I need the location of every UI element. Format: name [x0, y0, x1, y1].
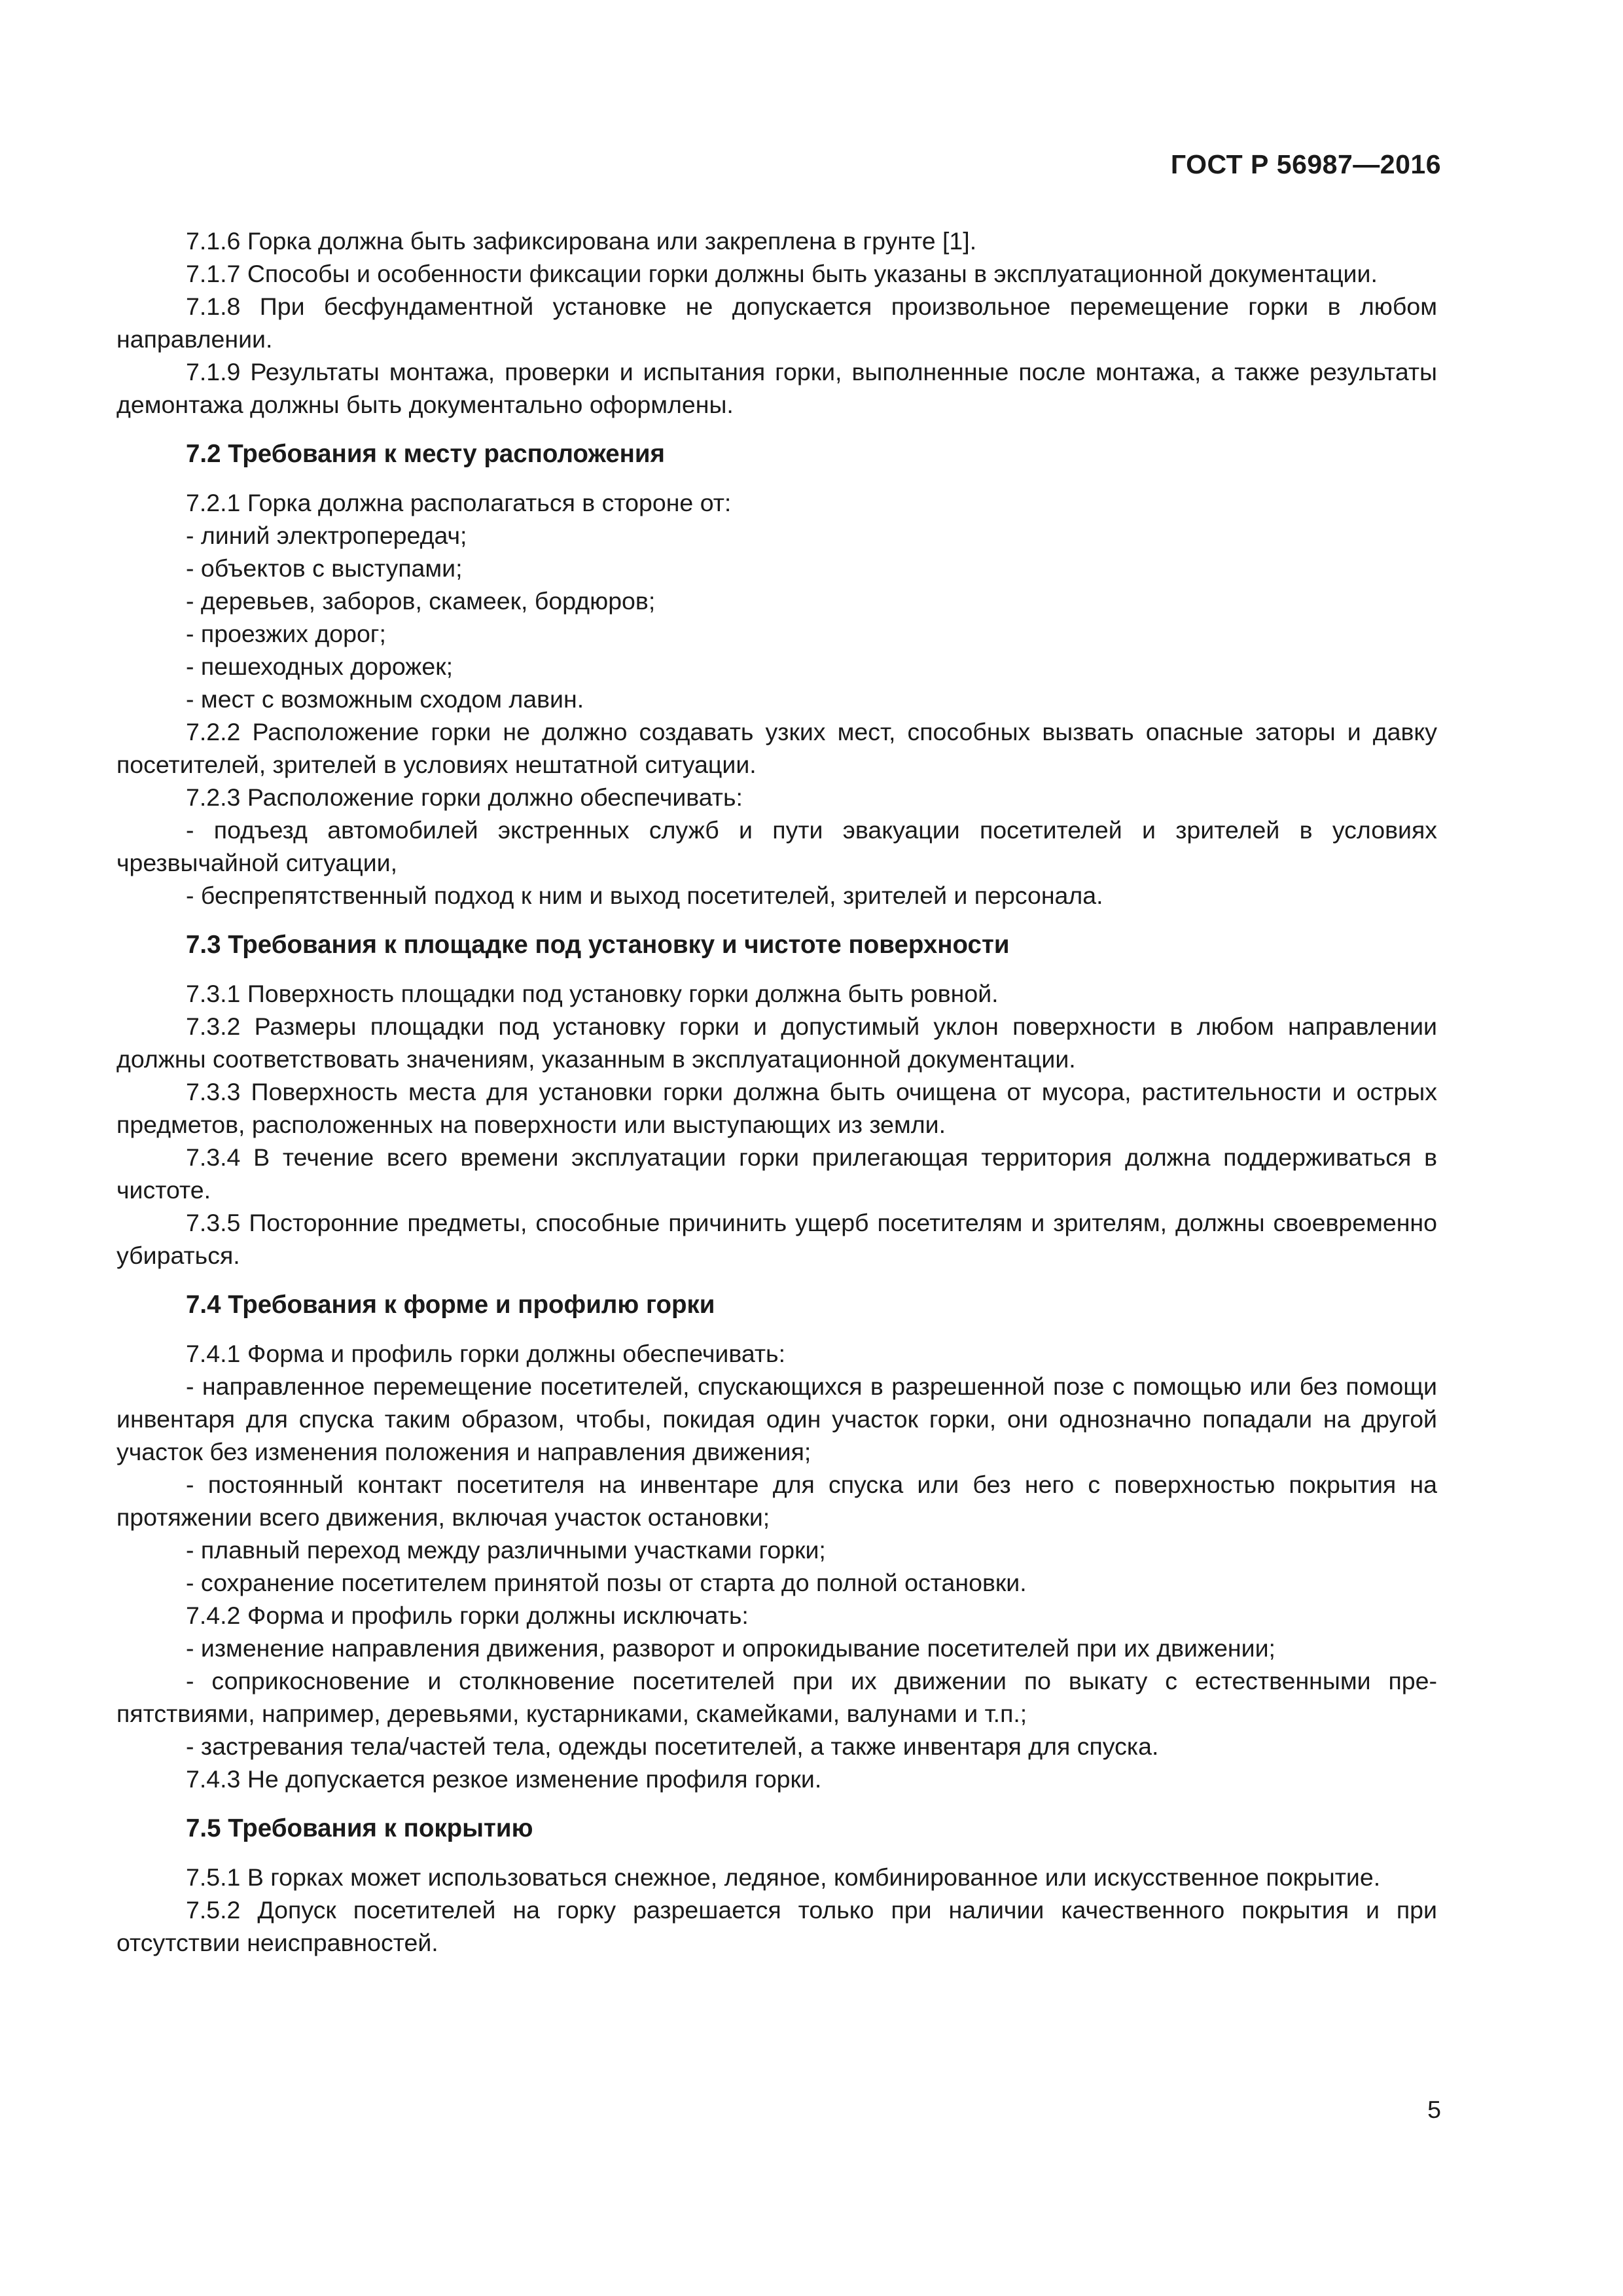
list-item: - постоянный контакт посетителя на инвентаре для спуска или без него с поверхностью покрытия на протяжении всего движения, включая участок остановки; [116, 1471, 1437, 1531]
paragraph-7-3-2: 7.3.2 Размеры площадки под установку горки и допустимый уклон поверхности в любом направлении должны соответствовать значениям, указанным в эксплуатационной документации. [116, 1013, 1437, 1073]
paragraph-7-4-3: 7.4.3 Не допускается резкое изменение профиля горки. [186, 1765, 822, 1793]
list-item: - деревьев, заборов, скамеек, бордюров; [186, 587, 656, 615]
list-item: - объектов с выступами; [186, 554, 463, 582]
list-item: - сохранение посетителем принятой позы от старта до полной остановки. [186, 1569, 1027, 1596]
paragraph-7-4-1: 7.4.1 Форма и профиль горки должны обеспечивать: [186, 1340, 786, 1367]
list-item: - линий электропередач; [186, 522, 467, 549]
paragraph-7-5-1: 7.5.1 В горках может использоваться снежное, ледяное, комбинированное или искусственное покрытие. [186, 1863, 1381, 1891]
section-heading-7-2: 7.2 Требования к месту расположения [186, 440, 666, 468]
paragraph-7-4-2: 7.4.2 Форма и профиль горки должны исключать: [186, 1602, 749, 1629]
list-item: - направленное перемещение посетителей, спускающихся в разрешенной позе с помощью или без помощи инвентаря для спуска таким образом, чтобы, покидая один участок горки, они однозначно попадали на другой участок без изменения положения и направления движения; [116, 1372, 1437, 1465]
document-header-id: ГОСТ Р 56987—2016 [1170, 149, 1441, 179]
list-item: - застревания тела/частей тела, одежды посетителей, а также инвентаря для спуска. [186, 1732, 1159, 1760]
section-heading-7-3: 7.3 Требования к площадке под установку и чистоте поверхности [186, 931, 1010, 959]
document-body [116, 224, 1437, 1959]
paragraph-7-1-7: 7.1.7 Способы и особенности фиксации горки должны быть указаны в эксплуатационной документации. [186, 260, 1378, 287]
list-item: - беспрепятственный подход к ним и выход посетителей, зрителей и персонала. [186, 882, 1103, 909]
paragraph-7-1-8: 7.1.8 При бесфундаментной установке не допускается произвольное перемещение горки в любом направлении. [116, 293, 1437, 353]
paragraph-7-2-3: 7.2.3 Расположение горки должно обеспечивать: [186, 783, 743, 811]
paragraph-7-2-1: 7.2.1 Горка должна располагаться в стороне от: [186, 489, 732, 516]
list-item: - мест с возможным сходом лавин. [186, 685, 584, 713]
page-number: 5 [1427, 2096, 1441, 2123]
list-item: - проезжих дорог; [186, 620, 386, 647]
list-item: - пешеходных дорожек; [186, 653, 454, 680]
list-item: - изменение направления движения, разворот и опрокидывание посетителей при их движении; [186, 1634, 1275, 1662]
paragraph-7-1-6: 7.1.6 Горка должна быть зафиксирована или закреплена в грунте [1]. [186, 227, 977, 255]
list-item: - подъезд автомобилей экстренных служб и пути эвакуации посетителей и зрителей в условиях чрезвычайной ситуации, [116, 816, 1437, 876]
paragraph-7-5-2: 7.5.2 Допуск посетителей на горку разрешается только при наличии качественного покрытия и при отсутствии неисправностей. [116, 1896, 1437, 1956]
paragraph-7-3-3: 7.3.3 Поверхность места для установки горки должна быть очищена от мусора, растительности и острых предметов, расположенных на поверхности или выступающих из земли. [116, 1078, 1437, 1138]
list-item: - соприкосновение и столкновение посетителей при их движении по выкату с естественными препятствиями, например, деревьями, кустарниками, скамейками, валунами и т.п.; [116, 1667, 1437, 1727]
section-heading-7-5: 7.5 Требования к покрытию [186, 1814, 533, 1842]
paragraph-7-3-5: 7.3.5 Посторонние предметы, способные причинить ущерб посетителям и зрителям, должны своевременно убираться. [116, 1209, 1437, 1269]
paragraph-7-3-1: 7.3.1 Поверхность площадки под установку горки должна быть ровной. [186, 980, 999, 1007]
paragraph-7-3-4: 7.3.4 В течение всего времени эксплуатации горки прилегающая территория должна поддерживаться в чистоте. [116, 1143, 1437, 1204]
section-heading-7-4: 7.4 Требования к форме и профилю горки [186, 1291, 715, 1319]
paragraph-7-2-2: 7.2.2 Расположение горки не должно создавать узких мест, способных вызвать опасные заторы и давку посетителей, зрителей в условиях нештатной ситуации. [116, 718, 1437, 778]
paragraph-7-1-9: 7.1.9 Результаты монтажа, проверки и испытания горки, выполненные после монтажа, а также результаты демонтажа должны быть документально оформлены. [116, 358, 1437, 418]
list-item: - плавный переход между различными участками горки; [186, 1536, 826, 1564]
